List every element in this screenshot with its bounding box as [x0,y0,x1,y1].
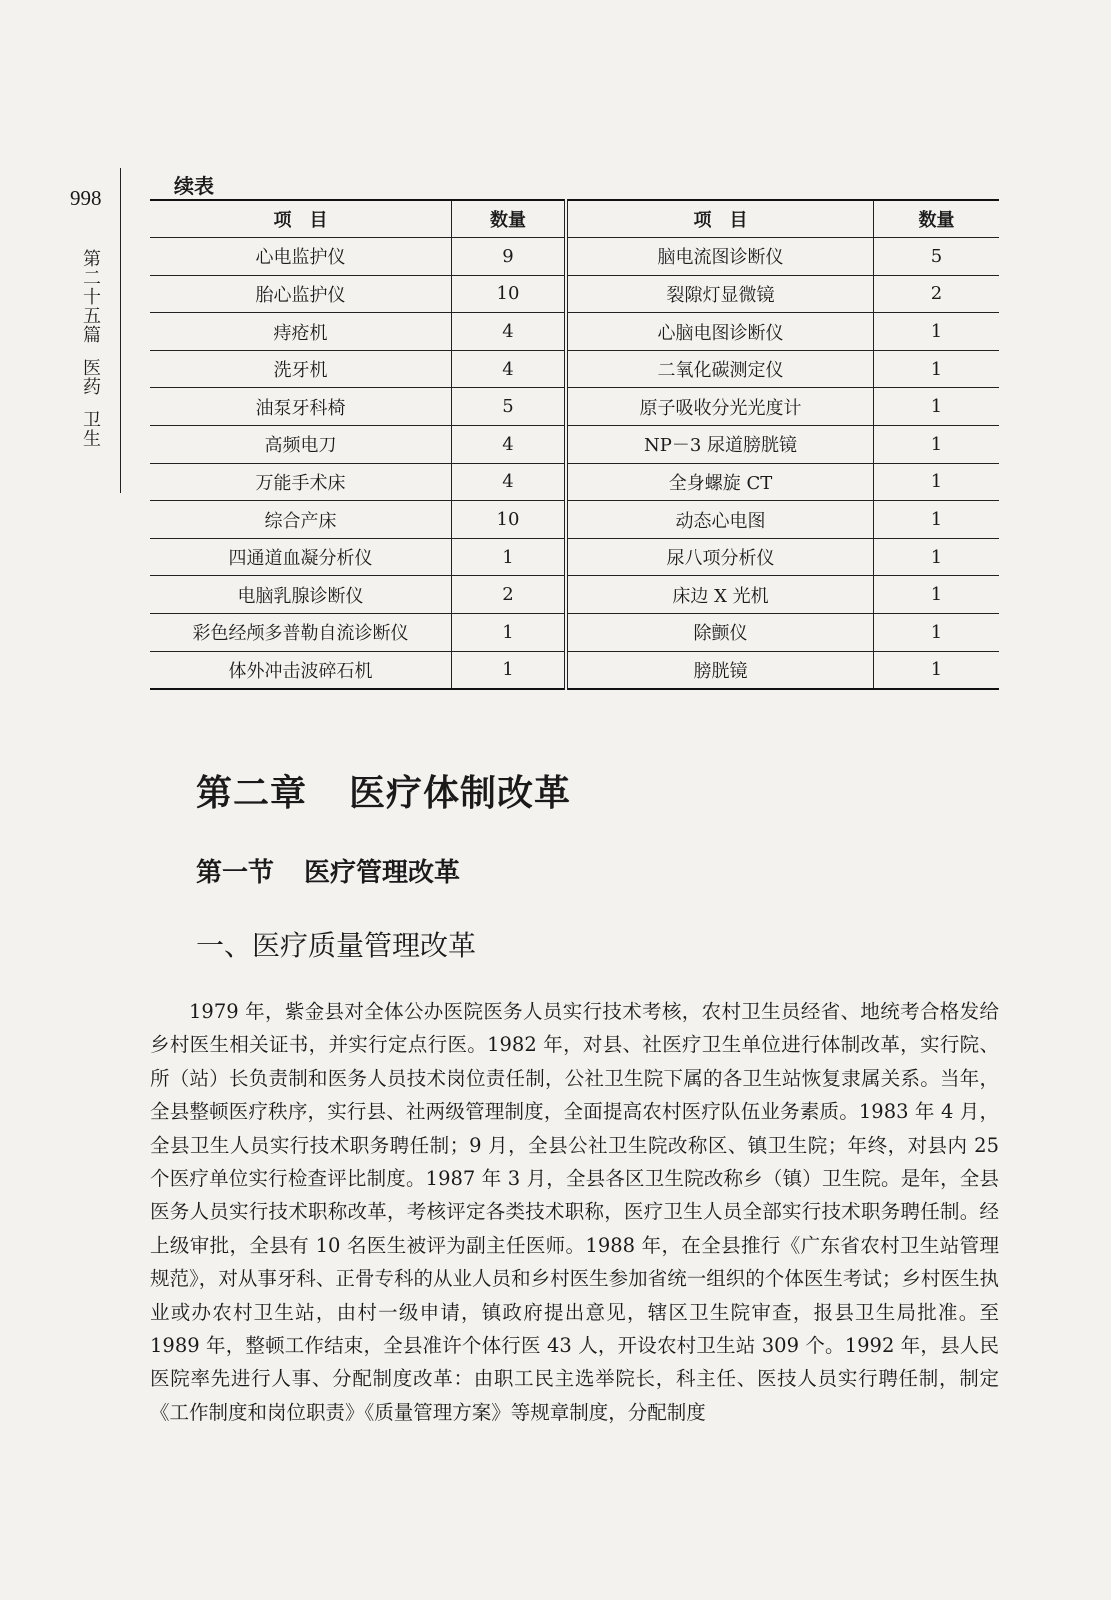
page-number: 998 [70,186,102,210]
cell-item-right: 尿八项分析仪 [566,538,874,576]
cell-item-left: 彩色经颅多普勒自流诊断仪 [150,614,452,652]
section-heading [196,852,460,889]
subsection-heading: 一、医疗质量管理改革 [196,929,477,962]
continuation-label: 续表 [174,174,214,198]
table-row [150,275,999,313]
cell-item-left: 痔疮机 [150,313,452,351]
table-row [150,313,999,351]
section-title: 医疗管理改革 [304,858,461,888]
cell-item-left: 四通道血凝分析仪 [150,538,452,576]
chapter-title: 医疗体制改革 [349,772,572,814]
cell-item-left: 电脑乳腺诊断仪 [150,576,452,614]
margin-rule [120,168,121,493]
cell-qty-right: 1 [874,538,1000,576]
cell-qty-right: 1 [874,501,1000,539]
cell-qty-right: 2 [874,275,1000,313]
cell-qty-right: 1 [874,576,1000,614]
cell-qty-right: 1 [874,426,1000,464]
cell-item-left: 胎心监护仪 [150,275,452,313]
cell-qty-left: 4 [452,463,567,501]
side-title-char: 二 [83,268,101,289]
cell-item-right: 动态心电图 [566,501,874,539]
cell-item-right: 裂隙灯显微镜 [566,275,874,313]
cell-qty-left: 10 [452,275,567,313]
cell-qty-left: 2 [452,576,567,614]
cell-qty-right: 1 [874,651,1000,689]
cell-item-right: NP－3 尿道膀胱镜 [566,426,874,464]
table-row [150,614,999,652]
cell-item-right: 除颤仪 [566,614,874,652]
cell-qty-left: 4 [452,313,567,351]
cell-qty-right: 5 [874,238,1000,276]
table-row [150,538,999,576]
cell-qty-right: 1 [874,313,1000,351]
cell-item-right: 脑电流图诊断仪 [566,238,874,276]
side-title-char: 卫 [83,410,101,431]
cell-qty-left: 9 [452,238,567,276]
side-title-char: 篇 [83,325,101,346]
side-title [80,250,104,449]
cell-qty-right: 1 [874,350,1000,388]
equipment-table [150,199,999,689]
header-qty-left: 数量 [452,200,567,238]
cell-qty-right: 1 [874,614,1000,652]
table-header-row [150,200,999,238]
cell-item-right: 床边 X 光机 [566,576,874,614]
cell-item-left: 洗牙机 [150,350,452,388]
side-title-char [80,345,104,359]
cell-item-left: 高频电刀 [150,426,452,464]
cell-qty-left: 1 [452,614,567,652]
cell-item-right: 全身螺旋 CT [566,463,874,501]
chapter-number: 第二章 [196,772,308,814]
cell-qty-left: 10 [452,501,567,539]
cell-item-right: 原子吸收分光光度计 [566,388,874,426]
header-item-right: 项 目 [566,200,874,238]
table-row [150,651,999,689]
table-row [150,576,999,614]
cell-item-left: 心电监护仪 [150,238,452,276]
side-title-char: 生 [83,429,101,450]
cell-qty-left: 4 [452,426,567,464]
cell-qty-left: 1 [452,651,567,689]
cell-item-left: 油泵牙科椅 [150,388,452,426]
cell-qty-left: 5 [452,388,567,426]
table-row [150,463,999,501]
cell-item-left: 万能手术床 [150,463,452,501]
cell-qty-left: 1 [452,538,567,576]
table-row [150,388,999,426]
side-title-char [80,397,104,411]
table-row [150,426,999,464]
section-number: 第一节 [196,858,275,888]
cell-qty-left: 4 [452,350,567,388]
cell-qty-right: 1 [874,463,1000,501]
side-title-char: 药 [83,377,101,398]
side-title-char: 五 [83,306,101,327]
cell-item-left: 体外冲击波碎石机 [150,651,452,689]
cell-qty-right: 1 [874,388,1000,426]
cell-item-right: 膀胱镜 [566,651,874,689]
chapter-heading [196,765,571,816]
side-title-char: 十 [83,287,101,308]
table-row [150,350,999,388]
body-paragraph: 1979 年，紫金县对全体公办医院医务人员实行技术考核，农村卫生员经省、地统考合格发给乡村医生相关证书，并实行定点行医。1982 年，对县、社医疗卫生单位进行体制改革，实行院、所（站）长负责制和医务人员技术岗位责任制，公社卫生院下属的各卫生站恢复隶属关系。当年，全县整顿医疗秩序，实行县、社两级管理制度，全面提高农村医疗队伍业务素质。1983 年 4 月，全县卫生人员实行技术职务聘任制；9 月，全县公社卫生院改称区、镇卫生院；年终，对县内 25 个医疗单位实行检查评比制度。1987 年 3 月，全县各区卫生院改称乡（镇）卫生院。是年，全县医务人员实行技术职称改革，考核评定各类技术职称，医疗卫生人员全部实行技术职务聘任制。经上级审批，全县有 10 名医生被评为副主任医师。1988 年，在全县推行《广东省农村卫生站管理规范》，对从事牙科、正骨专科的从业人员和乡村医生参加省统一组织的个体医生考试；乡村医生执业或办农村卫生站，由村一级申请，镇政府提出意见，辖区卫生院审查，报县卫生局批准。至 1989 年，整顿工作结束，全县准许个体行医 43 人，开设农村卫生站 309 个。1992 年，县人民医院率先进行人事、分配制度改革：由职工民主选举院长，科主任、医技人员实行聘任制，制定《工作制度和岗位职责》《质量管理方案》等规章制度，分配制度 [150,1000,999,1424]
cell-item-left: 综合产床 [150,501,452,539]
side-title-char: 医 [83,358,101,379]
table-row [150,501,999,539]
table-row [150,238,999,276]
cell-item-right: 二氧化碳测定仪 [566,350,874,388]
header-item-left: 项 目 [150,200,452,238]
cell-item-right: 心脑电图诊断仪 [566,313,874,351]
header-qty-right: 数量 [874,200,1000,238]
side-title-char: 第 [83,249,101,270]
